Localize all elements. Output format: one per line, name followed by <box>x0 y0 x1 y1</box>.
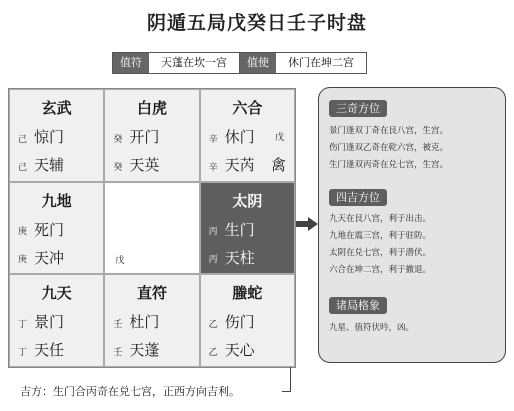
sanqi-line: 伤门逢双乙奇在乾六宫，被克。 <box>329 143 449 153</box>
lodged-star: 禽 <box>270 156 286 174</box>
siji-title: 四吉方位 <box>329 189 387 206</box>
earth-stem: 己 <box>18 162 28 173</box>
heaven-stem: 辛 <box>208 134 218 145</box>
palace-cell <box>9 182 104 275</box>
palace-door: 休门 <box>224 128 255 146</box>
palace-star: 天英 <box>129 156 160 174</box>
palace-cell <box>104 274 199 367</box>
earth-stem: 辛 <box>208 162 218 173</box>
palace-door: 开门 <box>129 128 160 146</box>
heaven-stem: 己 <box>18 134 28 145</box>
palace-star: 天辅 <box>34 156 65 174</box>
center-palace <box>104 182 199 275</box>
siji-line: 太阴在兑七宫，利于潜伏。 <box>329 248 432 258</box>
zhishi-label: 值使 <box>240 53 276 73</box>
analysis-panel <box>318 87 506 363</box>
geju-line: 九星、值符伏吟，凶。 <box>329 323 415 333</box>
center-stem: 戊 <box>115 255 125 266</box>
palace-god: 螣蛇 <box>232 284 263 303</box>
palace-star: 天心 <box>224 341 255 360</box>
siji-line: 九天在艮八宫，利于出击。 <box>329 214 432 224</box>
palace-cell-highlighted <box>200 182 295 275</box>
palace-door: 杜门 <box>129 313 160 332</box>
sanqi-line: 景门逢双丁奇在艮八宫，生宫。 <box>329 126 449 136</box>
zhifu-value: 天蓬在坎一宫 <box>149 53 240 73</box>
palace-star: 天任 <box>34 341 65 360</box>
duty-info-bar <box>112 52 367 74</box>
heaven-stem: 壬 <box>113 319 123 330</box>
palace-cell <box>104 89 199 182</box>
earth-stem: 癸 <box>113 162 123 173</box>
zhishi-value: 休门在坤二宫 <box>276 53 366 73</box>
siji-line: 九地在震三宫，利于驻防。 <box>329 231 432 241</box>
palace-god: 六合 <box>232 99 263 117</box>
footer-leader-line <box>282 367 291 392</box>
page-title: 阴遁五局戊癸日壬子时盘 <box>146 12 367 34</box>
palace-door: 惊门 <box>34 128 65 146</box>
palace-cell <box>200 274 295 367</box>
heaven-stem: 丙 <box>208 227 218 238</box>
palace-cell <box>9 274 104 367</box>
palace-god: 九天 <box>41 284 72 303</box>
earth-stem: 乙 <box>208 347 218 358</box>
nine-palace-grid <box>8 88 296 368</box>
heaven-stem: 丁 <box>18 319 28 330</box>
palace-star: 天蓬 <box>129 341 160 360</box>
heaven-stem: 乙 <box>208 319 218 330</box>
zhifu-label: 值符 <box>113 53 149 73</box>
palace-door: 伤门 <box>224 313 255 332</box>
sanqi-title: 三奇方位 <box>329 100 387 117</box>
footer-note: 吉方：生门合丙奇在兑七宫，正西方向吉利。 <box>20 385 240 398</box>
earth-stem: 庚 <box>18 255 28 266</box>
arrow-right-icon <box>296 217 318 231</box>
palace-god: 太阴 <box>232 191 263 210</box>
palace-god: 玄武 <box>41 99 72 117</box>
siji-line: 六合在坤二宫，利于撤退。 <box>329 265 432 275</box>
earth-stem: 丁 <box>18 347 28 358</box>
palace-cell <box>9 89 104 182</box>
heaven-stem: 癸 <box>113 134 123 145</box>
palace-door: 景门 <box>34 313 65 332</box>
palace-star: 天芮 <box>224 156 255 174</box>
earth-stem: 丙 <box>208 255 218 266</box>
palace-door: 死门 <box>34 220 65 239</box>
palace-cell <box>200 89 295 182</box>
palace-star: 天冲 <box>34 248 65 267</box>
palace-god: 直符 <box>136 284 167 303</box>
palace-god: 白虎 <box>136 99 167 117</box>
earth-stem: 壬 <box>113 347 123 358</box>
heaven-stem: 庚 <box>18 227 28 238</box>
palace-door: 生门 <box>224 220 255 239</box>
palace-star: 天柱 <box>224 248 255 267</box>
lodged-stem: 戊 <box>274 133 284 143</box>
sanqi-line: 生门逢双丙奇在兑七宫，生宫。 <box>329 160 449 170</box>
palace-god: 九地 <box>41 191 72 210</box>
geju-title: 诸局格象 <box>329 297 387 314</box>
